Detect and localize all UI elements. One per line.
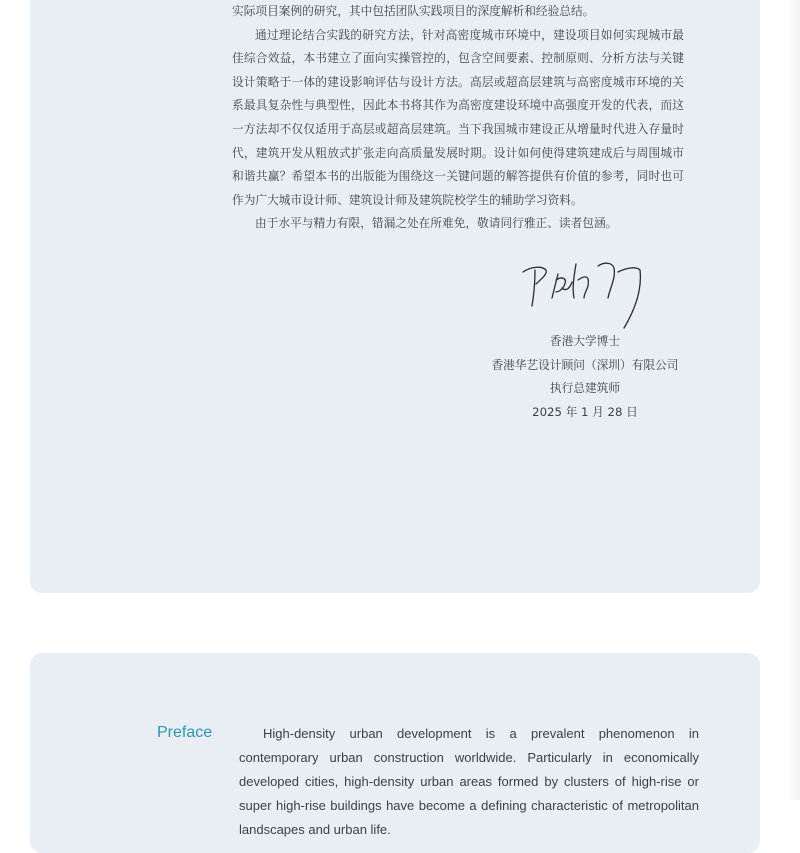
handwritten-signature — [518, 258, 648, 334]
cn-paragraph-3: 由于水平与精力有限，错漏之处在所难免，敬请同行雅正、读者包涵。 — [255, 216, 618, 231]
page-edge-shadow — [786, 0, 800, 800]
signature-date: 2025 年 1 月 28 日 — [532, 404, 638, 419]
cn-paragraph-1: 实际项目案例的研究，其中包括团队实践项目的深度解析和经验总结。 — [232, 4, 595, 18]
signature-block — [430, 330, 740, 424]
english-preface-text — [239, 722, 699, 842]
cn-paragraph-2: 通过理论结合实践的研究方法，针对高密度城市环境中，建设项目如何实现城市最佳综合效益，本书建立了面向实操管控的，包含空间要素、控制原则、分析方法与关键设计策略于一体的建设影响评估与设计方法。高层或超高层建筑与高密度城市环境的关系最具复杂性与典型性，因此本书将其作为高密度建设环境中高强度开发的代表，而这一方法却不仅仅适用于高层或超高层建筑。当下我国城市建设正从增量时代进入存量时代，建筑开发从粗放式扩张走向高质量发展时期。设计如何使得建筑建成后与周围城市和谐共赢？希望本书的出版能为围绕这一关键问题的解答提供有价值的参考，同时也可作为广大城市设计师、建筑设计师及建筑院校学生的辅助学习资料。 — [232, 27, 684, 207]
preface-title: Preface — [157, 724, 213, 741]
author-company: 香港华艺设计顾问（深圳）有限公司 — [491, 357, 679, 372]
en-paragraph-1: High-density urban development is a prevalent phenomenon in contemporary urban construction worldwide. Particularly in economically developed cities, high-density urban areas formed by clusters of high-rise or super high-rise buildings have become a defining characteristic of metropolitan landscapes and urban life. — [239, 726, 699, 837]
author-degree: 香港大学博士 — [549, 334, 621, 348]
chinese-preface-text — [232, 0, 684, 236]
author-title: 执行总建筑师 — [549, 381, 621, 396]
